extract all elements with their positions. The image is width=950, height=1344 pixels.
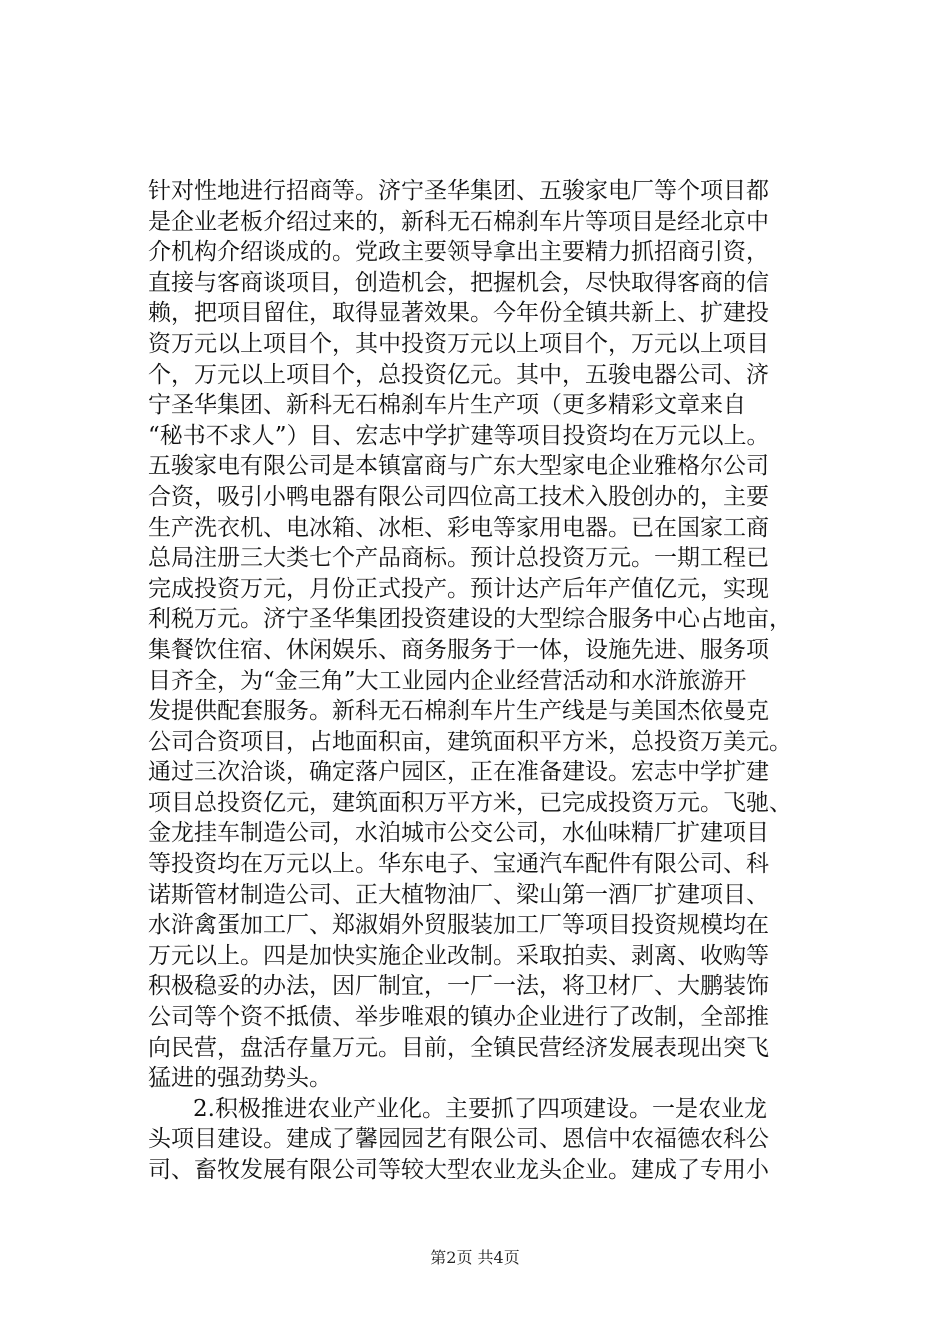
text-line: 公司等个资不抵债、举步唯艰的镇办企业进行了改制，全部推 (148, 1004, 769, 1031)
text-line: 发提供配套服务。新科无石棉刹车片生产线是与美国杰依曼克 (148, 698, 769, 725)
text-line: 个，万元以上项目个，总投资亿元。其中，五骏电器公司、济 (148, 361, 769, 388)
text-line: 金龙挂车制造公司，水泊城市公交公司，水仙味精厂扩建项目 (148, 820, 769, 847)
text-line: 公司合资项目，占地面积亩，建筑面积平方米，总投资万美元。 (148, 728, 792, 755)
page-number-footer: 第2页 共4页 (430, 1248, 520, 1267)
text-line: 等投资均在万元以上。华东电子、宝通汽车配件有限公司、科 (148, 851, 769, 878)
text-line: 司、畜牧发展有限公司等较大型农业龙头企业。建成了专用小 (148, 1157, 769, 1183)
text-line: 合资，吸引小鸭电器有限公司四位高工技术入股创办的，主要 (148, 483, 769, 510)
text-line: 资万元以上项目个，其中投资万元以上项目个，万元以上项目 (148, 330, 769, 357)
text-line: 针对性地进行招商等。济宁圣华集团、五骏家电厂等个项目都 (148, 178, 769, 204)
text-line: 诺斯管材制造公司、正大植物油厂、梁山第一酒厂扩建项目、 (148, 881, 769, 908)
text-line: 宁圣华集团、新科无石棉刹车片生产项（更多精彩文章来自 (148, 392, 746, 419)
text-line: “秘书不求人”）目、宏志中学扩建等项目投资均在万元以上。 (148, 422, 770, 449)
text-line: 总局注册三大类七个产品商标。预计总投资万元。一期工程已 (148, 545, 769, 572)
text-line: 五骏家电有限公司是本镇富商与广东大型家电企业雅格尔公司 (148, 453, 769, 480)
text-line: 万元以上。四是加快实施企业改制。采取拍卖、剥离、收购等 (148, 942, 769, 969)
text-line: 头项目建设。建成了馨园园艺有限公司、恩信中农福德农科公 (148, 1126, 769, 1153)
text-line: 介机构介绍谈成的。党政主要领导拿出主要精力抓招商引资， (148, 239, 769, 266)
paragraph-start-line: 2.积极推进农业产业化。主要抓了四项建设。一是农业龙 (193, 1095, 767, 1122)
text-line: 是企业老板介绍过来的，新科无石棉刹车片等项目是经北京中 (148, 208, 769, 235)
text-line: 集餐饮住宿、休闲娱乐、商务服务于一体，设施先进、服务项 (148, 636, 769, 663)
text-line: 水浒禽蛋加工厂、郑淑娟外贸服装加工厂等项目投资规模均在 (148, 912, 769, 939)
text-line: 猛进的强劲势头。 (148, 1065, 332, 1092)
text-line: 向民营，盘活存量万元。目前，全镇民营经济发展表现出突飞 (148, 1034, 769, 1061)
body-text (148, 176, 818, 1186)
text-line: 目齐全，为“金三角”大工业园内企业经营活动和水浒旅游开 (148, 667, 747, 694)
text-line: 积极稳妥的办法，因厂制宜，一厂一法，将卫材厂、大鹏装饰 (148, 973, 769, 1000)
text-line: 完成投资万元，月份正式投产。预计达产后年产值亿元，实现 (148, 575, 769, 602)
text-line: 直接与客商谈项目，创造机会，把握机会，尽快取得客商的信 (148, 269, 769, 296)
text-line: 生产洗衣机、电冰箱、冰柜、彩电等家用电器。已在国家工商 (148, 514, 769, 541)
text-line: 通过三次洽谈，确定落户园区，正在准备建设。宏志中学扩建 (148, 759, 769, 786)
text-line: 利税万元。济宁圣华集团投资建设的大型综合服务中心占地亩， (148, 606, 792, 633)
text-line: 项目总投资亿元，建筑面积万平方米，已完成投资万元。飞驰、 (148, 789, 792, 816)
text-line: 赖，把项目留住，取得显著效果。今年份全镇共新上、扩建投 (148, 300, 769, 327)
